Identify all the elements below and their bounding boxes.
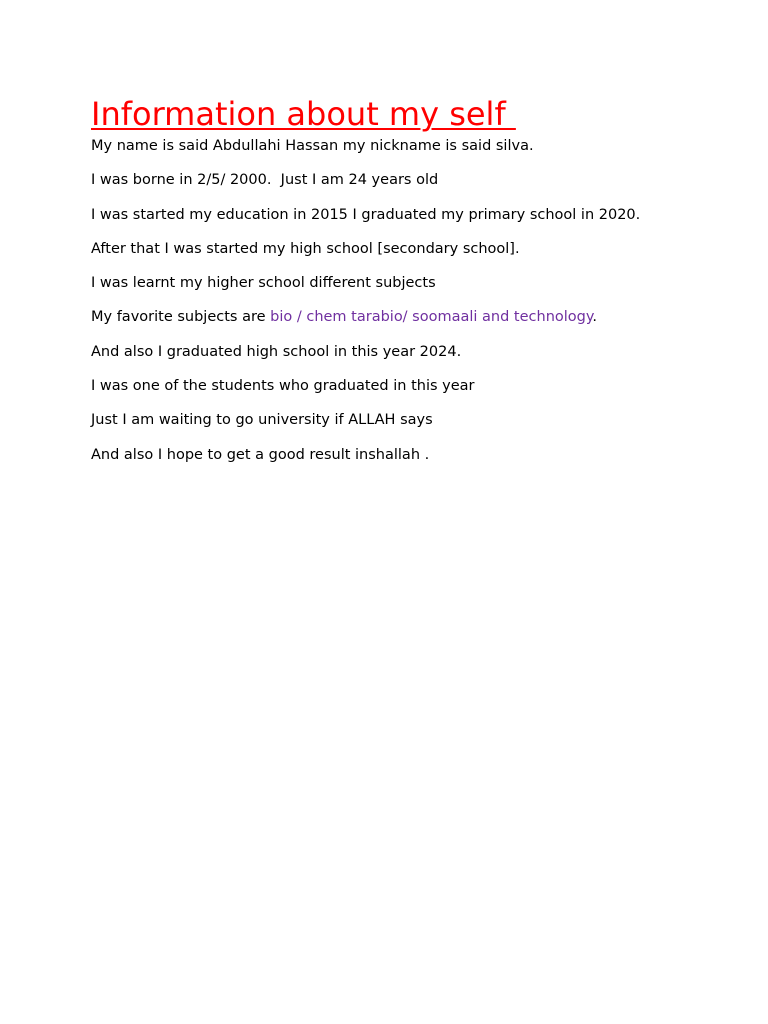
paragraph-line (91, 133, 731, 159)
document-title: Information about my self (91, 95, 516, 133)
paragraph-line (91, 167, 731, 193)
paragraph-list (91, 133, 731, 476)
line-text: Just I am waiting to go university if ALLAH says (91, 412, 433, 429)
highlighted-subjects: bio / chem tarabio/ soomaali and technology (270, 309, 593, 326)
line-text: I was learnt my higher school different subjects (91, 275, 436, 292)
paragraph-line (91, 304, 731, 330)
line-text: And also I graduated high school in this year 2024. (91, 343, 462, 360)
line-text: I was started my education in 2015 I graduated my primary school in 2020. (91, 206, 641, 223)
paragraph-line (91, 270, 731, 296)
line-text: My name is said Abdullahi Hassan my nickname is said silva. (91, 138, 534, 154)
paragraph-line (91, 202, 731, 228)
paragraph-line (91, 236, 731, 262)
paragraph-line (91, 339, 731, 365)
line-text: And also I hope to get a good result inshallah . (91, 446, 430, 463)
paragraph-line (91, 442, 731, 468)
line-text: My favorite subjects are (91, 309, 271, 326)
paragraph-line (91, 373, 731, 399)
line-text-end: . (592, 309, 597, 326)
line-text: I was borne in 2/5/ 2000. Just I am 24 years old (91, 172, 439, 189)
line-text: I was one of the students who graduated in this year (91, 378, 475, 395)
paragraph-line (91, 407, 731, 433)
line-text: After that I was started my high school [secondary school]. (91, 240, 520, 257)
